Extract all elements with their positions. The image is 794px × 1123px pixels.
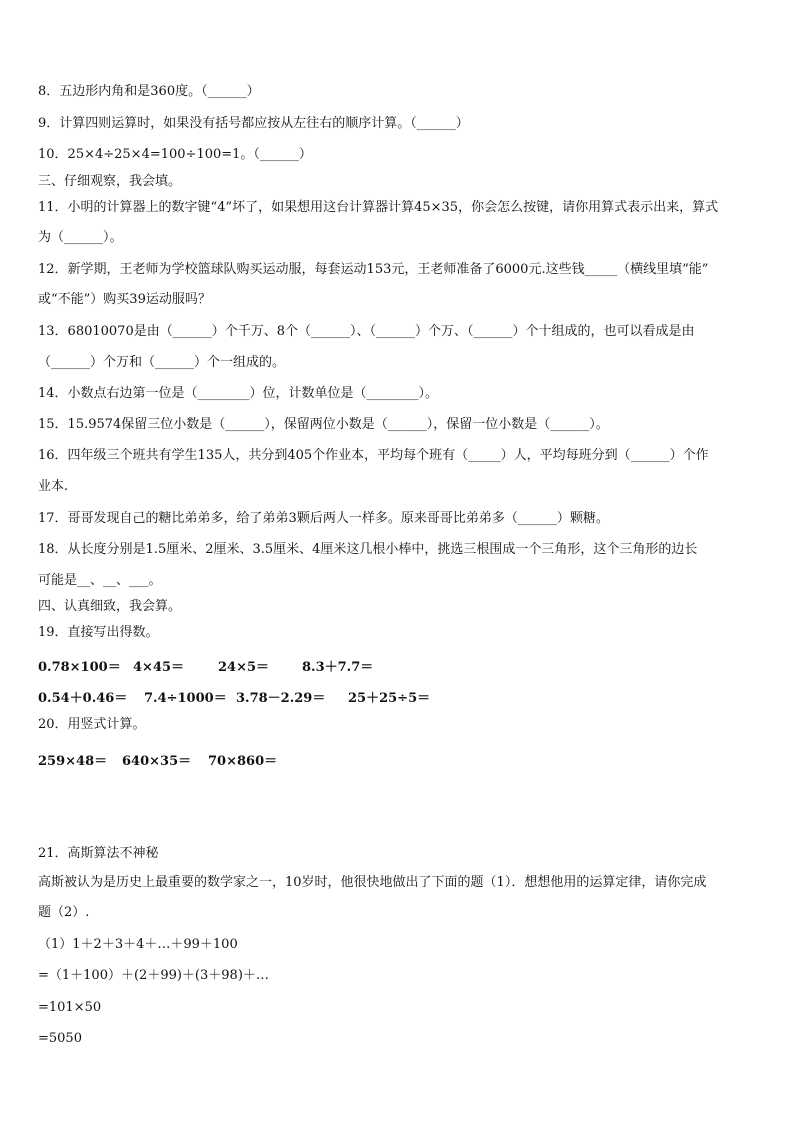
- question-11-line1: 11．小明的计算器上的数字键“4”坏了，如果想用这台计算器计算45×35，你会怎么按键，请你用算式表示出来，算式: [38, 200, 719, 215]
- question-10: 10．25×4÷25×4=100÷100=1。（______）: [38, 147, 312, 162]
- question-12-line1: 12．新学期，王老师为学校篮球队购买运动服，每套运动153元，王老师准备了6000元.这些钱_____（横线里填“能”: [38, 262, 709, 277]
- question-14: 14．小数点右边第一位是（________）位，计数单位是（________）。: [38, 386, 439, 401]
- mental-math-item: 24×5＝: [218, 660, 270, 675]
- question-11-line2: 为（______）。: [38, 230, 123, 245]
- question-16-line1: 16．四年级三个班共有学生135人，共分到405个作业本，平均每个班有（_____）人，平均每班分到（______）个作: [38, 448, 709, 463]
- question-21-text-line1: 高斯被认为是历史上最重要的数学家之一，10岁时，他很快地做出了下面的题（1）．想想他用的运算定律，请你完成: [38, 875, 707, 890]
- mental-math-item: 3.78－2.29＝: [236, 691, 326, 706]
- vertical-calc-item: 70×860＝: [208, 754, 278, 769]
- mental-math-item: 0.78×100＝: [38, 660, 121, 675]
- question-13-line2: （______）个万和（______）个一组成的。: [38, 355, 286, 370]
- question-21-title: 21．高斯算法不神秘: [38, 846, 159, 861]
- question-8: 8．五边形内角和是360度。（______）: [38, 84, 260, 99]
- question-18-line1: 18．从长度分别是1.5厘米、2厘米、3.5厘米、4厘米这几根小棒中，挑选三根围成一个三角形，这个三角形的边长: [38, 542, 698, 557]
- question-13-line1: 13．68010070是由（______）个千万、8个（______）、（______）个万、（______）个十组成的，也可以看成是由: [38, 324, 695, 339]
- question-16-line2: 业本.: [38, 479, 69, 494]
- question-20: 20．用竖式计算。: [38, 717, 146, 732]
- question-17: 17．哥哥发现自己的糖比弟弟多，给了弟弟3颗后两人一样多。原来哥哥比弟弟多（______）颗糖。: [38, 511, 609, 526]
- gauss-step-4: =5050: [38, 1031, 82, 1046]
- mental-math-item: 0.54＋0.46＝: [38, 691, 128, 706]
- section-4-heading: 四、认真细致，我会算。: [38, 599, 182, 614]
- question-19: 19．直接写出得数。: [38, 625, 159, 640]
- section-3-heading: 三、仔细观察，我会填。: [38, 174, 182, 189]
- mental-math-item: 25＋25÷5＝: [348, 691, 431, 706]
- mental-math-item: 8.3＋7.7＝: [302, 660, 374, 675]
- mental-math-item: 7.4÷1000＝: [144, 691, 227, 706]
- gauss-step-1: （1）1＋2＋3＋4＋…＋99＋100: [38, 937, 238, 952]
- question-9: 9．计算四则运算时，如果没有括号都应按从左往右的顺序计算。（______）: [38, 116, 469, 131]
- vertical-calc-item: 259×48＝: [38, 754, 108, 769]
- gauss-step-3: =101×50: [38, 1000, 102, 1015]
- question-12-line2: 或“不能”）购买39运动服吗？: [38, 292, 211, 307]
- vertical-calc-item: 640×35＝: [122, 754, 192, 769]
- question-15: 15．15.9574保留三位小数是（______），保留两位小数是（______），保留一位小数是（______）。: [38, 417, 609, 432]
- mental-math-item: 4×45＝: [133, 660, 185, 675]
- question-21-text-line2: 题（2）.: [38, 905, 90, 920]
- question-18-line2: 可能是__、__、___。: [38, 573, 162, 588]
- gauss-step-2: =（1＋100）＋(2＋99)＋(3＋98)＋…: [38, 968, 269, 983]
